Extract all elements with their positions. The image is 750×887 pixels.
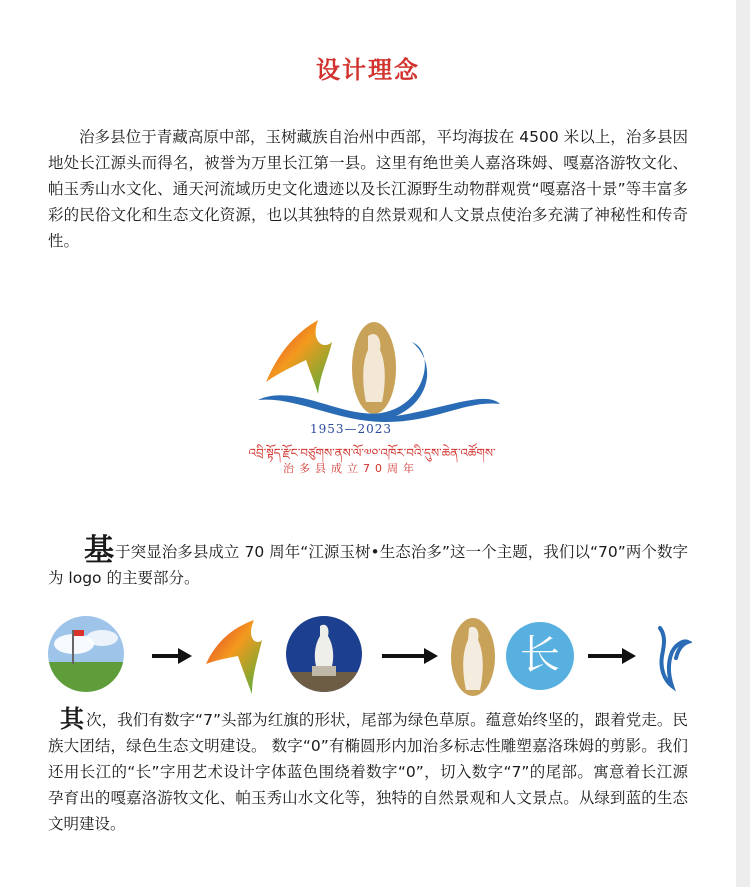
dropcap: 其 (60, 705, 85, 733)
paragraph-2-text: 于突显治多县成立 70 周年“江源玉树•生态治多”这一个主题，我们以“70”两个数字为 logo 的主要部分。 (48, 543, 688, 587)
seven-shape (202, 618, 266, 698)
arrow-icon (152, 654, 188, 658)
grassland-flag-photo (48, 616, 124, 692)
arrow-icon (588, 654, 632, 658)
paragraph-3-text: 次，我们有数字“7”头部为红旗的形状，尾部为绿色草原。蕴意始终坚的，跟着党走。民族大团结，绿色生态文明建设。 数字“0”有椭圆形内加治多标志性雕塑嘉洛珠姆的剪影。我们还用长江的“长”字用艺术设计字体蓝色围绕着数字“0”，切入数字“7”的尾部。寓意着长江源孕育出的嘎嘉洛游牧文化、帕玉秀山水文化等，独特的自然景观和人文景点。从绿到蓝的生态文明建设。 (48, 711, 688, 833)
logo-years: 1953—2023 (309, 422, 393, 436)
arrow-icon (382, 654, 434, 658)
statue-photo (286, 616, 362, 692)
blue-stroke-shape (648, 622, 692, 694)
logo-evolution-diagram (0, 612, 736, 702)
logo-tibetan-text: འབྲི་སྟོད་རྫོང་བཙུགས་ནས་ལོ་༧༠་འཁོར་བའི་དུས་ཆེན་འཚོགས་ (248, 446, 496, 460)
logo-chinese-text: 治多县成立70周年 (283, 462, 419, 475)
paragraph-3 (48, 706, 688, 837)
chang-character-icon: 长 (506, 622, 574, 690)
intro-paragraph: 治多县位于青藏高原中部，玉树藏族自治州中西部，平均海拔在 4500 米以上，治多县因地处长江源头而得名，被誉为万里长江第一县。这里有绝世美人嘉洛珠姆、嘎嘉洛游牧文化、帕玉秀山水文化、通天河流域历史文化遗迹以及长江源野生动物群观赏“嘎嘉洛十景”等丰富多彩的民俗文化和生态文化资源，也以其独特的自然景观和人文景点使治多充满了神秘性和传奇性。 (48, 128, 688, 250)
paragraph-2 (48, 533, 688, 591)
seven-flag-shape (266, 320, 332, 394)
dropcap: 基 (84, 533, 115, 568)
zero-statue-shape (448, 616, 498, 698)
logo-graphic (236, 312, 508, 424)
anniversary-logo (236, 312, 508, 496)
scrollbar[interactable] (736, 0, 750, 887)
page-title: 设计理念 (316, 56, 420, 85)
